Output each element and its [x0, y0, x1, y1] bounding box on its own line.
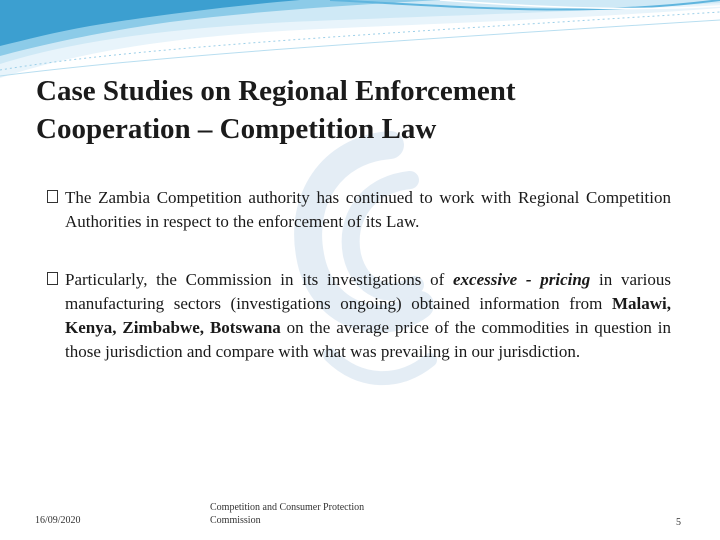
slide-title — [36, 72, 676, 148]
bullet-countries: Malawi, Kenya, Zimbabwe, Botswana — [65, 294, 671, 337]
footer-organization-line-1: Competition and Consumer Protection — [210, 502, 365, 513]
slide-title-line-2: Cooperation – Competition Law — [36, 113, 437, 145]
bullet-emphasis-excessive-pricing: excessive - pricing — [453, 270, 591, 289]
bullet-item-1 — [47, 186, 671, 234]
footer-date: 16/09/2020 — [35, 515, 81, 526]
footer-organization — [210, 501, 430, 527]
bullet-text-2-part-3: on the average price of the commodities in question in those jurisdiction and compare with what was prevailing in our jurisdiction. — [65, 318, 671, 361]
bullet-text-1: The Zambia Competition authority has continued to work with Regional Competition Authorities in respect to the enforcement of its Law. — [65, 188, 671, 231]
slide-title-line-1: Case Studies on Regional Enforcement — [36, 75, 516, 107]
footer-organization-line-2: Commission — [210, 515, 261, 526]
bullet-item-2 — [47, 268, 671, 364]
box-bullet-icon — [47, 190, 58, 203]
bullet-list — [47, 186, 671, 398]
box-bullet-icon — [47, 272, 58, 285]
bullet-text-2-part-1: Particularly, the Commission in its investigations of — [65, 270, 453, 289]
page-number: 5 — [676, 517, 681, 528]
bullet-text-2-part-2: in various manufacturing sectors (investigations ongoing) obtained information from — [65, 270, 671, 313]
